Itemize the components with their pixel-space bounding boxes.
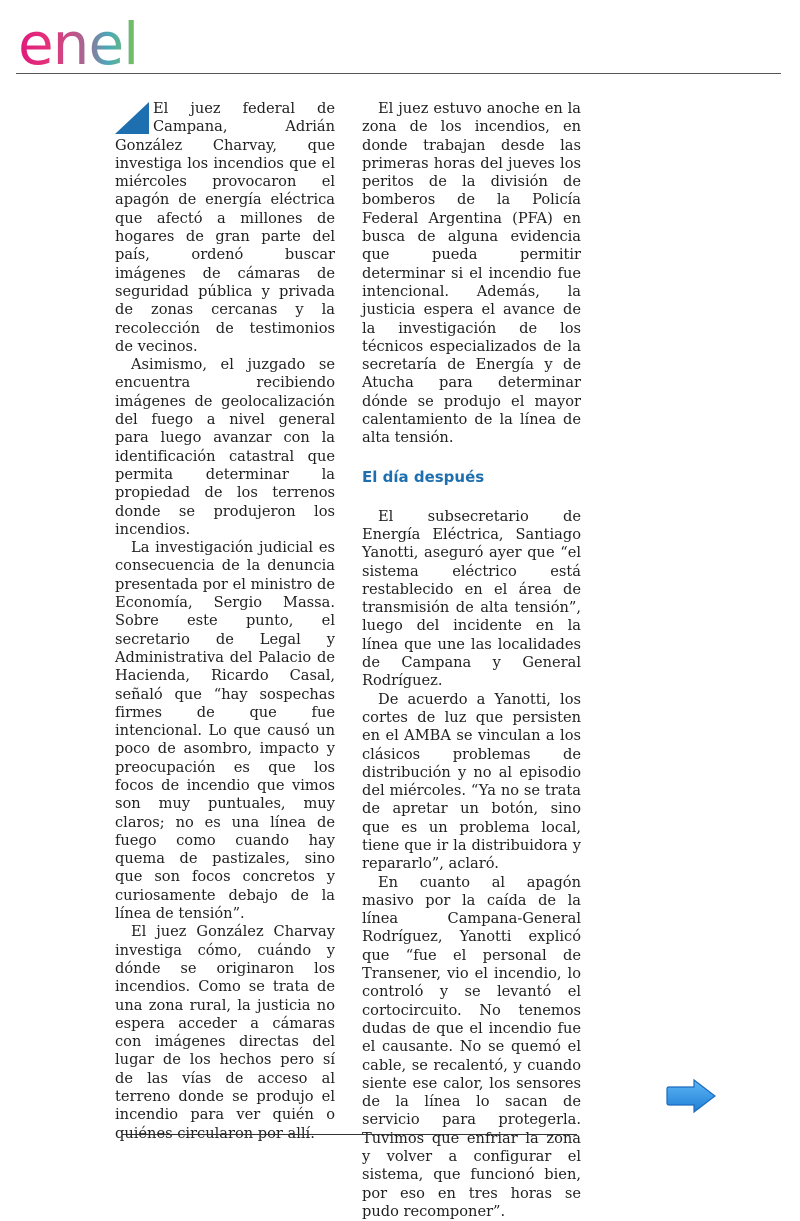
article-paragraph-3: La investigación judicial es consecuencia de la denuncia presentada por el ministro de Economía, Sergio Massa. Sobre este punto, el secretario de Legal y Administrativa del Palacio de Hacienda, Ricardo Casal, señaló que “hay sospechas firmes de que fue intencional. Lo que causó un poco de asombro, impacto y preocupación es que los focos de incendio que vimos son muy puntuales, muy claros; no es una línea de fuego como cuando hay quema de pastizales, sino que son focos concretos y curiosamente debajo de la línea de tensión”. [115,539,335,923]
article-paragraph-8: En cuanto al apagón masivo por la caída de la línea Campana-General Rodríguez, Yanotti explicó que “fue el personal de Transener, vio el incendio, lo controló y se levantó el cortocircuito. No tenemos dudas de que el incendio fue el causante. No se quemó el cable, se recalentó, y cuando siente ese calor, los sensores de la línea lo sacan de servicio para protegerla. Tuvimos que enfriar la zona y volver a configurar el sistema, que funcionó bien, por eso en tres horas se pudo recomponer”. [362,873,581,1220]
lead-triangle-icon [115,102,149,134]
article-paragraph-4: El juez González Charvay investiga cómo, cuándo y dónde se originaron los incendios. Como se trata de una zona rural, la justicia no espera acceder a cámaras con imágenes directas del lugar de los hechos pero sí de las vías de acceso al terreno donde se produjo el incendio para ver quién o quiénes circularon por allí. [115,923,335,1142]
article-left-column [115,100,335,1143]
article-paragraph-7: De acuerdo a Yanotti, los cortes de luz que persisten en el AMBA se vinculan a los clásicos problemas de distribución y no al episodio del miércoles. “Ya no se trata de apretar un botón, sino que es un problema local, tiene que ir la distribuidora y repararlo”, aclaró. [362,690,581,873]
section-subheading: El día después [362,467,485,486]
next-page-right-arrow-icon[interactable] [664,1078,718,1114]
enel-logo: enel [18,10,139,78]
article-paragraph-5: El juez estuvo anoche en la zona de los incendios, en donde trabajan desde las primeras horas del jueves los peritos de la división de bomberos de la Policía Federal Argentina (PFA) en busca de alguna evidencia que pueda permitir determinar si el incendio fue intencional. Además, la justicia espera el avance de la investigación de los técnicos especializados de la secretaría de Energía y de Atucha para determinar dónde se produjo el mayor calentamiento de la línea de alta tensión. [362,100,581,447]
header-divider [16,73,781,74]
article-paragraph-2: Asimismo, el juzgado se encuentra recibiendo imágenes de geolocalización del fuego a nivel general para luego avanzar con la identificación catastral que permita determinar la propiedad de los terrenos donde se produjeron los incendios. [115,356,335,538]
footer-divider [122,1134,577,1135]
article-paragraph-6: El subsecretario de Energía Eléctrica, Santiago Yanotti, aseguró ayer que “el sistema eléctrico está restablecido en el área de transmisión de alta tensión”, luego del incidente en la línea que une las localidades de Campana y General Rodríguez. [362,507,581,690]
article-paragraph-1: El juez federal de Campana, Adrián González Charvay, que investiga los incendios que el miércoles provocaron el apagón de energía eléctrica que afectó a millones de hogares de gran parte del país, ordenó buscar imágenes de cámaras de seguridad pública y privada de zonas cercanas y la recolección de testimonios de vecinos. [115,100,335,355]
article-right-column [362,100,581,1221]
